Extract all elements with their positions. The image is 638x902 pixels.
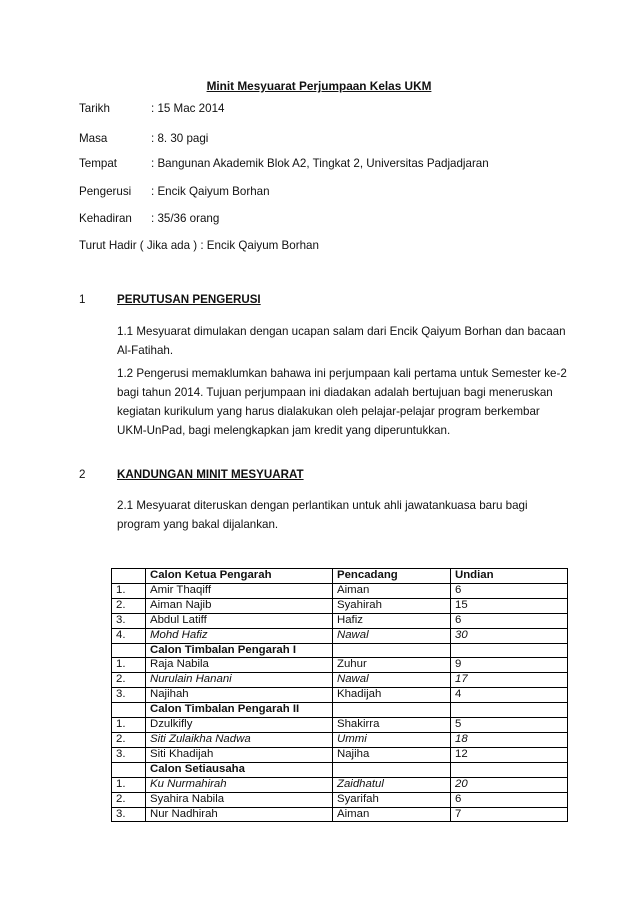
proposer-name: Hafiz <box>333 613 451 628</box>
empty-cell <box>112 703 146 718</box>
info-value: : 15 Mac 2014 <box>151 102 225 115</box>
row-number: 2. <box>112 673 146 688</box>
table-row <box>112 688 568 703</box>
info-label: Tarikh <box>79 102 110 115</box>
table-group-row <box>112 762 568 777</box>
proposer-name: Nawal <box>333 673 451 688</box>
group-title: Calon Timbalan Pengarah I <box>146 643 333 658</box>
proposer-name: Khadijah <box>333 688 451 703</box>
empty-cell <box>333 643 451 658</box>
vote-count: 15 <box>451 598 568 613</box>
info-value: : Bangunan Akademik Blok A2, Tingkat 2, Universitas Padjadjaran <box>151 157 489 170</box>
table-group-row <box>112 643 568 658</box>
row-number: 4. <box>112 628 146 643</box>
info-value: : 35/36 orang <box>151 212 220 225</box>
candidate-name: Abdul Latiff <box>146 613 333 628</box>
table-row <box>112 732 568 747</box>
row-number: 1. <box>112 777 146 792</box>
proposer-name: Zuhur <box>333 658 451 673</box>
vote-count: 30 <box>451 628 568 643</box>
table-row <box>112 777 568 792</box>
empty-cell <box>333 762 451 777</box>
proposer-name: Zaidhatul <box>333 777 451 792</box>
vote-count: 20 <box>451 777 568 792</box>
proposer-name: Nawal <box>333 628 451 643</box>
section-heading: PERUTUSAN PENGERUSI <box>117 293 261 306</box>
empty-cell <box>451 703 568 718</box>
turut-hadir: Turut Hadir ( Jika ada ) : Encik Qaiyum Borhan <box>79 239 319 252</box>
table-header-row <box>112 569 568 584</box>
proposer-name: Syahirah <box>333 598 451 613</box>
section-number: 2 <box>79 468 86 481</box>
info-label: Pengerusi <box>79 185 132 198</box>
empty-cell <box>333 703 451 718</box>
candidate-name: Nur Nadhirah <box>146 807 333 822</box>
proposer-name: Ummi <box>333 732 451 747</box>
proposer-name: Shakirra <box>333 718 451 733</box>
info-label: Masa <box>79 132 108 145</box>
empty-cell <box>112 762 146 777</box>
vote-count: 17 <box>451 673 568 688</box>
section-number: 1 <box>79 293 86 306</box>
candidate-name: Nurulain Hanani <box>146 673 333 688</box>
document-title: Minit Mesyuarat Perjumpaan Kelas UKM <box>206 79 432 93</box>
table-row <box>112 583 568 598</box>
proposer-name: Syarifah <box>333 792 451 807</box>
candidate-name: Mohd Hafiz <box>146 628 333 643</box>
section-paragraph: 1.2 Pengerusi memaklumkan bahawa ini perjumpaan kali pertama untuk Semester ke-2 bagi tahun 2014. Tujuan perjumpaan ini diadakan adalah bertujuan bagi meneruskan kegiatan kurikulum yang harus dialakukan oleh pelajar-pelajar program berkembar UKM-UnPad, bagi melengkapkan jam kredit yang diperuntukkan. <box>117 367 567 437</box>
candidate-name: Dzulkifly <box>146 718 333 733</box>
candidate-name: Amir Thaqiff <box>146 583 333 598</box>
row-number: 3. <box>112 747 146 762</box>
candidate-name: Syahira Nabila <box>146 792 333 807</box>
candidate-name: Najihah <box>146 688 333 703</box>
row-number: 3. <box>112 613 146 628</box>
vote-count: 18 <box>451 732 568 747</box>
group-title: Calon Setiausaha <box>146 762 333 777</box>
row-number: 2. <box>112 792 146 807</box>
table-row <box>112 658 568 673</box>
row-number: 1. <box>112 658 146 673</box>
candidate-name: Aiman Najib <box>146 598 333 613</box>
info-value: : Encik Qaiyum Borhan <box>151 185 270 198</box>
section-paragraph: 1.1 Mesyuarat dimulakan dengan ucapan salam dari Encik Qaiyum Borhan dan bacaan Al-Fatihah. <box>117 325 566 357</box>
empty-cell <box>451 643 568 658</box>
table-body <box>112 583 568 822</box>
table-header: Undian <box>451 569 568 584</box>
row-number: 2. <box>112 732 146 747</box>
table-row <box>112 792 568 807</box>
empty-cell <box>451 762 568 777</box>
vote-count: 6 <box>451 613 568 628</box>
row-number: 3. <box>112 688 146 703</box>
candidate-table <box>111 568 568 822</box>
vote-count: 9 <box>451 658 568 673</box>
candidate-name: Ku Nurmahirah <box>146 777 333 792</box>
table-row <box>112 718 568 733</box>
table-header: Pencadang <box>333 569 451 584</box>
candidate-name: Siti Zulaikha Nadwa <box>146 732 333 747</box>
info-value: : 8. 30 pagi <box>151 132 209 145</box>
info-label: Kehadiran <box>79 212 132 225</box>
table-row <box>112 747 568 762</box>
info-label: Tempat <box>79 157 118 170</box>
empty-cell <box>112 643 146 658</box>
vote-count: 12 <box>451 747 568 762</box>
section-paragraph: 2.1 Mesyuarat diteruskan dengan perlantikan untuk ahli jawatankuasa baru bagi program yang bakal dijalankan. <box>117 499 528 531</box>
row-number: 1. <box>112 718 146 733</box>
candidate-name: Raja Nabila <box>146 658 333 673</box>
candidate-name: Siti Khadijah <box>146 747 333 762</box>
proposer-name: Aiman <box>333 807 451 822</box>
table-group-row <box>112 703 568 718</box>
vote-count: 6 <box>451 792 568 807</box>
vote-count: 5 <box>451 718 568 733</box>
proposer-name: Najiha <box>333 747 451 762</box>
row-number: 2. <box>112 598 146 613</box>
row-number: 3. <box>112 807 146 822</box>
group-title: Calon Timbalan Pengarah II <box>146 703 333 718</box>
table-row <box>112 628 568 643</box>
proposer-name: Aiman <box>333 583 451 598</box>
vote-count: 7 <box>451 807 568 822</box>
table-row <box>112 613 568 628</box>
table-row <box>112 673 568 688</box>
vote-count: 6 <box>451 583 568 598</box>
section-heading: KANDUNGAN MINIT MESYUARAT <box>117 468 304 481</box>
table-header <box>112 569 146 584</box>
table-row <box>112 807 568 822</box>
table-header: Calon Ketua Pengarah <box>146 569 333 584</box>
table-row <box>112 598 568 613</box>
row-number: 1. <box>112 583 146 598</box>
vote-count: 4 <box>451 688 568 703</box>
